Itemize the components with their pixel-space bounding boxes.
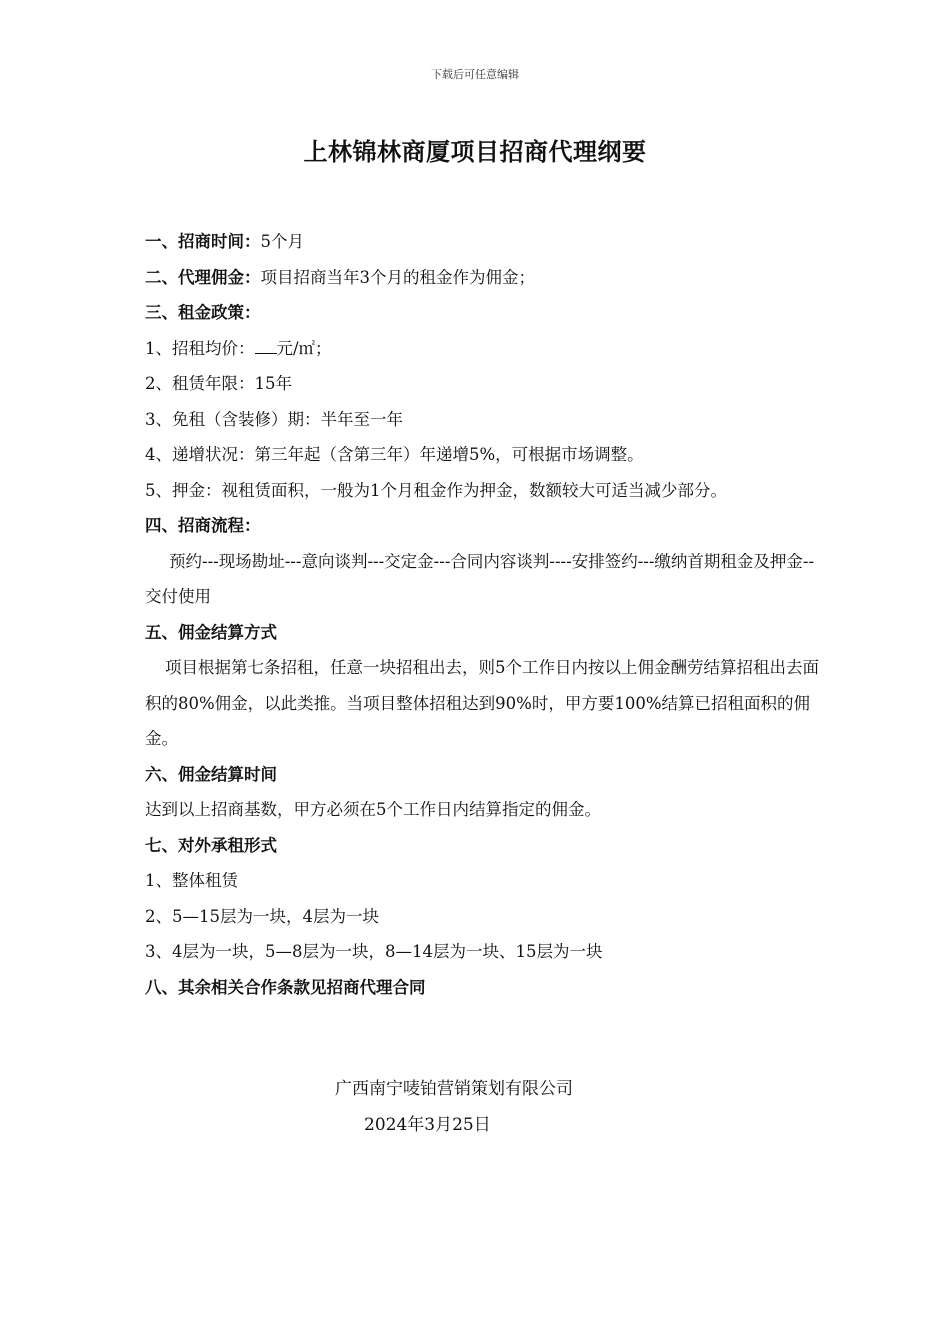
section-3-heading: 三、租金政策： [145,303,261,322]
section-7-heading: 七、对外承租形式 [145,835,277,855]
section-4-heading: 四、招商流程： [145,516,261,535]
section-4-text: 预约---现场勘址---意向谈判---交定金---合同内容谈判----安排签约---缴纳首期租金及押金--交付使用 [145,551,815,606]
section-7-item-1: 1、整体租赁 [145,871,238,890]
document-body [145,224,825,1005]
section-1 [145,224,825,260]
company-name: 广西南宁唛铂营销策划有限公司 [335,1079,573,1099]
section-3-item-1-suffix: 元/㎡； [276,338,332,358]
price-blank [255,339,277,354]
section-6-text: 达到以上招商基数，甲方必须在5个工作日内结算指定的佣金。 [145,800,601,819]
section-3-item-3: 3、免租（含装修）期：半年至一年 [145,409,403,429]
section-3-item-5: 5、押金：视租赁面积，一般为1个月租金作为押金，数额较大可适当减少部分。 [145,480,727,500]
section-3-item-4: 4、递增状况：第三年起（含第三年）年递增5%，可根据市场调整。 [145,445,644,464]
section-3-item-1 [145,331,825,367]
section-5-text: 项目根据第七条招租，任意一块招租出去，则5个工作日内按以上佣金酬劳结算招租出去面积的80%佣金，以此类推。当项目整体招租达到90%时，甲方要100%结算已招租面积的佣金。 [145,658,819,748]
section-1-text: 5个月 [260,232,304,251]
section-7-item-2: 2、5—15层为一块，4层为一块 [145,906,379,926]
document-date: 2024年3月25日 [364,1115,491,1135]
header-note: 下载后可任意编辑 [431,68,519,81]
section-1-heading: 一、招商时间： [145,232,261,251]
section-7-item-3: 3、4层为一块，5—8层为一块，8—14层为一块、15层为一块 [145,942,603,961]
section-2-text: 项目招商当年3个月的租金作为佣金； [260,267,535,287]
section-2 [145,260,825,296]
section-5-heading: 五、佣金结算方式 [145,622,277,642]
section-3-item-2: 2、租赁年限：15年 [145,374,292,393]
section-3-item-1-prefix: 1、招租均价： [145,338,255,358]
section-8-heading: 八、其余相关合作条款见招商代理合同 [145,977,426,997]
section-6-heading: 六、佣金结算时间 [145,764,277,784]
document-title: 上林锦林商厦项目招商代理纲要 [303,137,647,166]
section-2-heading: 二、代理佣金： [145,267,261,287]
